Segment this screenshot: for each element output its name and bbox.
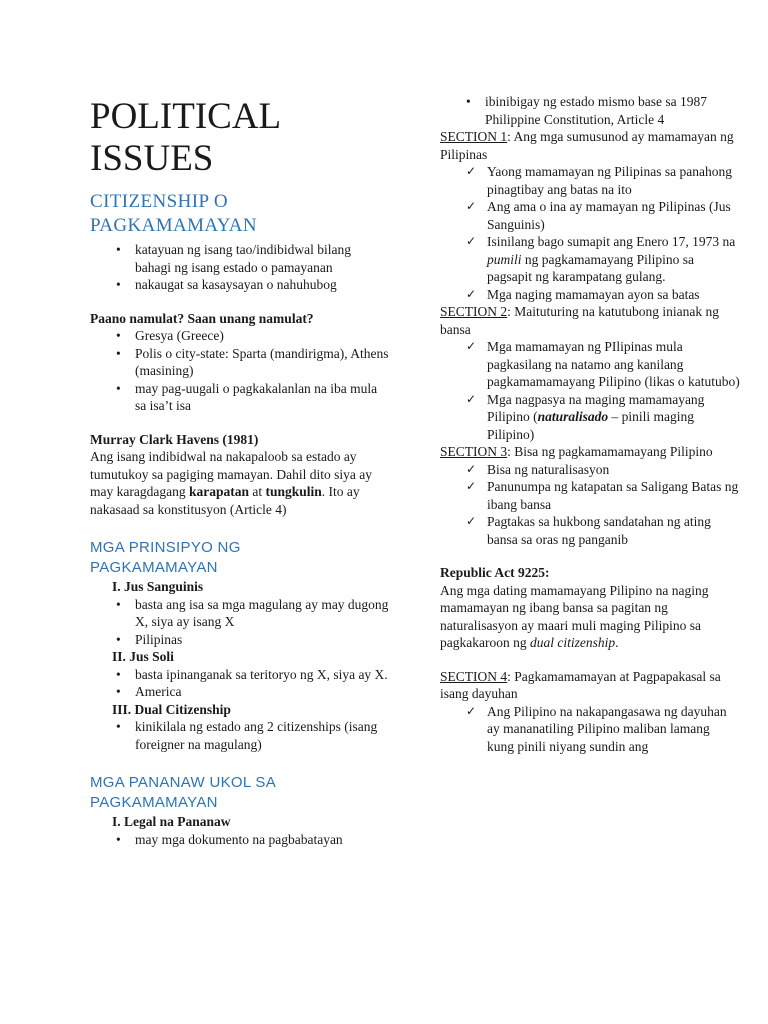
murray-text-1: Ang isang indibidwal na nakapaloob sa estado ay tumutukoy sa pagiging mamayan. Dahil dito siya ay may karagdagang <box>90 449 372 499</box>
list-item: • katayuan ng isang tao/indibidwal bilang bahagi ng isang estado o pamayanan <box>90 241 390 276</box>
jus-sanguinis-bullets <box>90 596 390 649</box>
check-item: ✓ Pagtakas sa hukbong sandatahan ng ating bansa sa oras ng panganib <box>440 513 740 548</box>
list-item: • may pag-uugali o pagkakalanlan na iba mula sa isa’t isa <box>90 380 390 415</box>
title-line-2: ISSUES <box>90 138 214 179</box>
check-item-text: Isinilang bago sumapit ang Enero 17, 1973 na <box>487 234 736 249</box>
section-2-text: : Maituturing na katutubong inianak ng bansa <box>440 304 719 337</box>
citizenship-heading-line-2: PAGKAMAMAYAN <box>90 215 258 236</box>
dual-citizenship-bullets <box>90 718 390 753</box>
check-item: ✓ Mga mamamayan ng PIlipinas mula pagkasilang na natamo ang kanilang pagkamamamayang Pilipino (likas o katutubo) <box>440 338 740 391</box>
list-item: • basta ipinanganak sa teritoryo ng X, siya ay X. <box>90 666 390 684</box>
murray-bold-tungkulin: tungkulin <box>265 484 322 499</box>
section-3-label: SECTION 3 <box>440 444 508 459</box>
section-1-text: : Ang mga sumusunod ay mamamayan ng Pilipinas <box>440 129 734 162</box>
check-item: ✓ Yaong mamamayan ng Pilipinas sa panahong pinagtibay ang batas na ito <box>440 163 740 198</box>
republic-act-end: . <box>615 635 619 650</box>
list-item: • kinikilala ng estado ang 2 citizenships (isang foreigner na magulang) <box>90 718 390 753</box>
list-item: • basta ang isa sa mga magulang ay may dugong X, siya ay isang X <box>90 596 390 631</box>
list-item: • America <box>90 683 390 701</box>
jus-soli-heading: II. Jus Soli <box>112 649 174 664</box>
list-item: • Gresya (Greece) <box>90 327 390 345</box>
republic-act-italic: dual citizenship <box>529 635 616 650</box>
jus-soli-bullets <box>90 666 390 701</box>
section-4 <box>440 668 740 703</box>
citizenship-heading <box>90 190 390 238</box>
check-item-italic: pumili <box>487 251 522 267</box>
check-item: ✓ Panunumpa ng katapatan sa Saligang Batas ng ibang bansa <box>440 478 740 513</box>
citizenship-bullets <box>90 241 390 294</box>
list-item: • Polis o city-state: Sparta (mandirigma), Athens (masining) <box>90 345 390 380</box>
pananaw-heading <box>90 773 390 813</box>
legal-heading: I. Legal na Pananaw <box>112 814 231 829</box>
dual-citizenship-heading: III. Dual Citizenship <box>112 701 231 717</box>
check-item: ✓ Mga naging mamamayan ayon sa batas <box>440 286 740 304</box>
section-3 <box>440 443 740 461</box>
jus-sanguinis-heading: I. Jus Sanguinis <box>112 579 204 594</box>
page-title <box>90 96 390 180</box>
murray-paragraph <box>90 448 390 518</box>
section-1 <box>440 128 740 163</box>
check-item-text: Mga nagpasya na maging mamamayang Pilipino ( <box>487 391 705 424</box>
murray-bold-karapatan: karapatan <box>188 484 249 499</box>
title-line-1: POLITICAL <box>90 96 282 137</box>
citizenship-heading-line-1: CITIZENSHIP O <box>90 191 229 212</box>
section-1-label: SECTION 1 <box>440 129 508 144</box>
check-item: ✓ Ang ama o ina ay mamayan ng Pilipinas (Jus Sanguinis) <box>440 198 740 233</box>
legal-bullets <box>90 831 390 849</box>
check-item: ✓ Bisa ng naturalisasyon <box>440 461 740 479</box>
left-column <box>90 0 390 848</box>
section-2 <box>440 303 740 338</box>
prinsipyo-heading-line-2: PAGKAMAMAYAN <box>90 559 218 576</box>
section-3-checklist <box>440 461 740 549</box>
section-4-text: : Pagkamamamayan at Pagpapakasal sa isang dayuhan <box>440 668 721 701</box>
right-column <box>440 0 740 755</box>
section-1-checklist <box>440 163 740 303</box>
murray-heading: Murray Clark Havens (1981) <box>90 431 259 447</box>
prinsipyo-heading-line-1: MGA PRINSIPYO NG <box>90 539 241 556</box>
section-2-checklist <box>440 338 740 443</box>
pananaw-heading-line-1: MGA PANANAW UKOL SA <box>90 774 277 791</box>
check-item <box>440 233 740 286</box>
section-2-label: SECTION 2 <box>440 304 508 319</box>
section-4-label: SECTION 4 <box>440 668 508 684</box>
murray-text-3: . Ito ay nakasaad sa konstitusyon (Article 4) <box>90 484 360 517</box>
check-item <box>440 391 740 444</box>
list-item: • may mga dokumento na pagbabatayan <box>90 831 390 849</box>
republic-act-paragraph <box>440 582 740 652</box>
check-item: ✓ Ang Pilipino na nakapangasawa ng dayuhan ay mananatiling Pilipino maliban lamang kung pinili niyang sundin ang <box>440 703 740 756</box>
section-4-checklist <box>440 703 740 756</box>
list-item: • ibinibigay ng estado mismo base sa 1987 Philippine Constitution, Article 4 <box>440 93 740 128</box>
check-item-tail: ng pagkamamayang Pilipino sa pagsapit ng karampatang gulang. <box>487 251 694 284</box>
check-item-tail: – pinili maging Pilipino) <box>487 409 695 442</box>
list-item: • Pilipinas <box>90 631 390 649</box>
republic-act-text: Ang mga dating mamamayang Pilipino na naging mamamayan ng ibang bansa sa pagitan ng naturalisasyon ay maari muli maging Pilipino sa pagkakaroon ng <box>440 582 709 650</box>
pananaw-heading-line-2: PAGKAMAMAYAN <box>90 794 218 811</box>
prinsipyo-heading <box>90 538 390 578</box>
paano-bullets <box>90 327 390 415</box>
check-item-bold-italic: naturalisado <box>537 409 609 424</box>
list-item: • nakaugat sa kasaysayan o nahuhubog <box>90 276 390 294</box>
paano-heading: Paano namulat? Saan unang namulat? <box>90 310 314 326</box>
murray-text-2: at <box>248 484 266 499</box>
top-bullets <box>440 93 740 128</box>
section-3-text: : Bisa ng pagkamamamayang Pilipino <box>507 444 713 459</box>
republic-act-heading: Republic Act 9225: <box>440 565 550 580</box>
